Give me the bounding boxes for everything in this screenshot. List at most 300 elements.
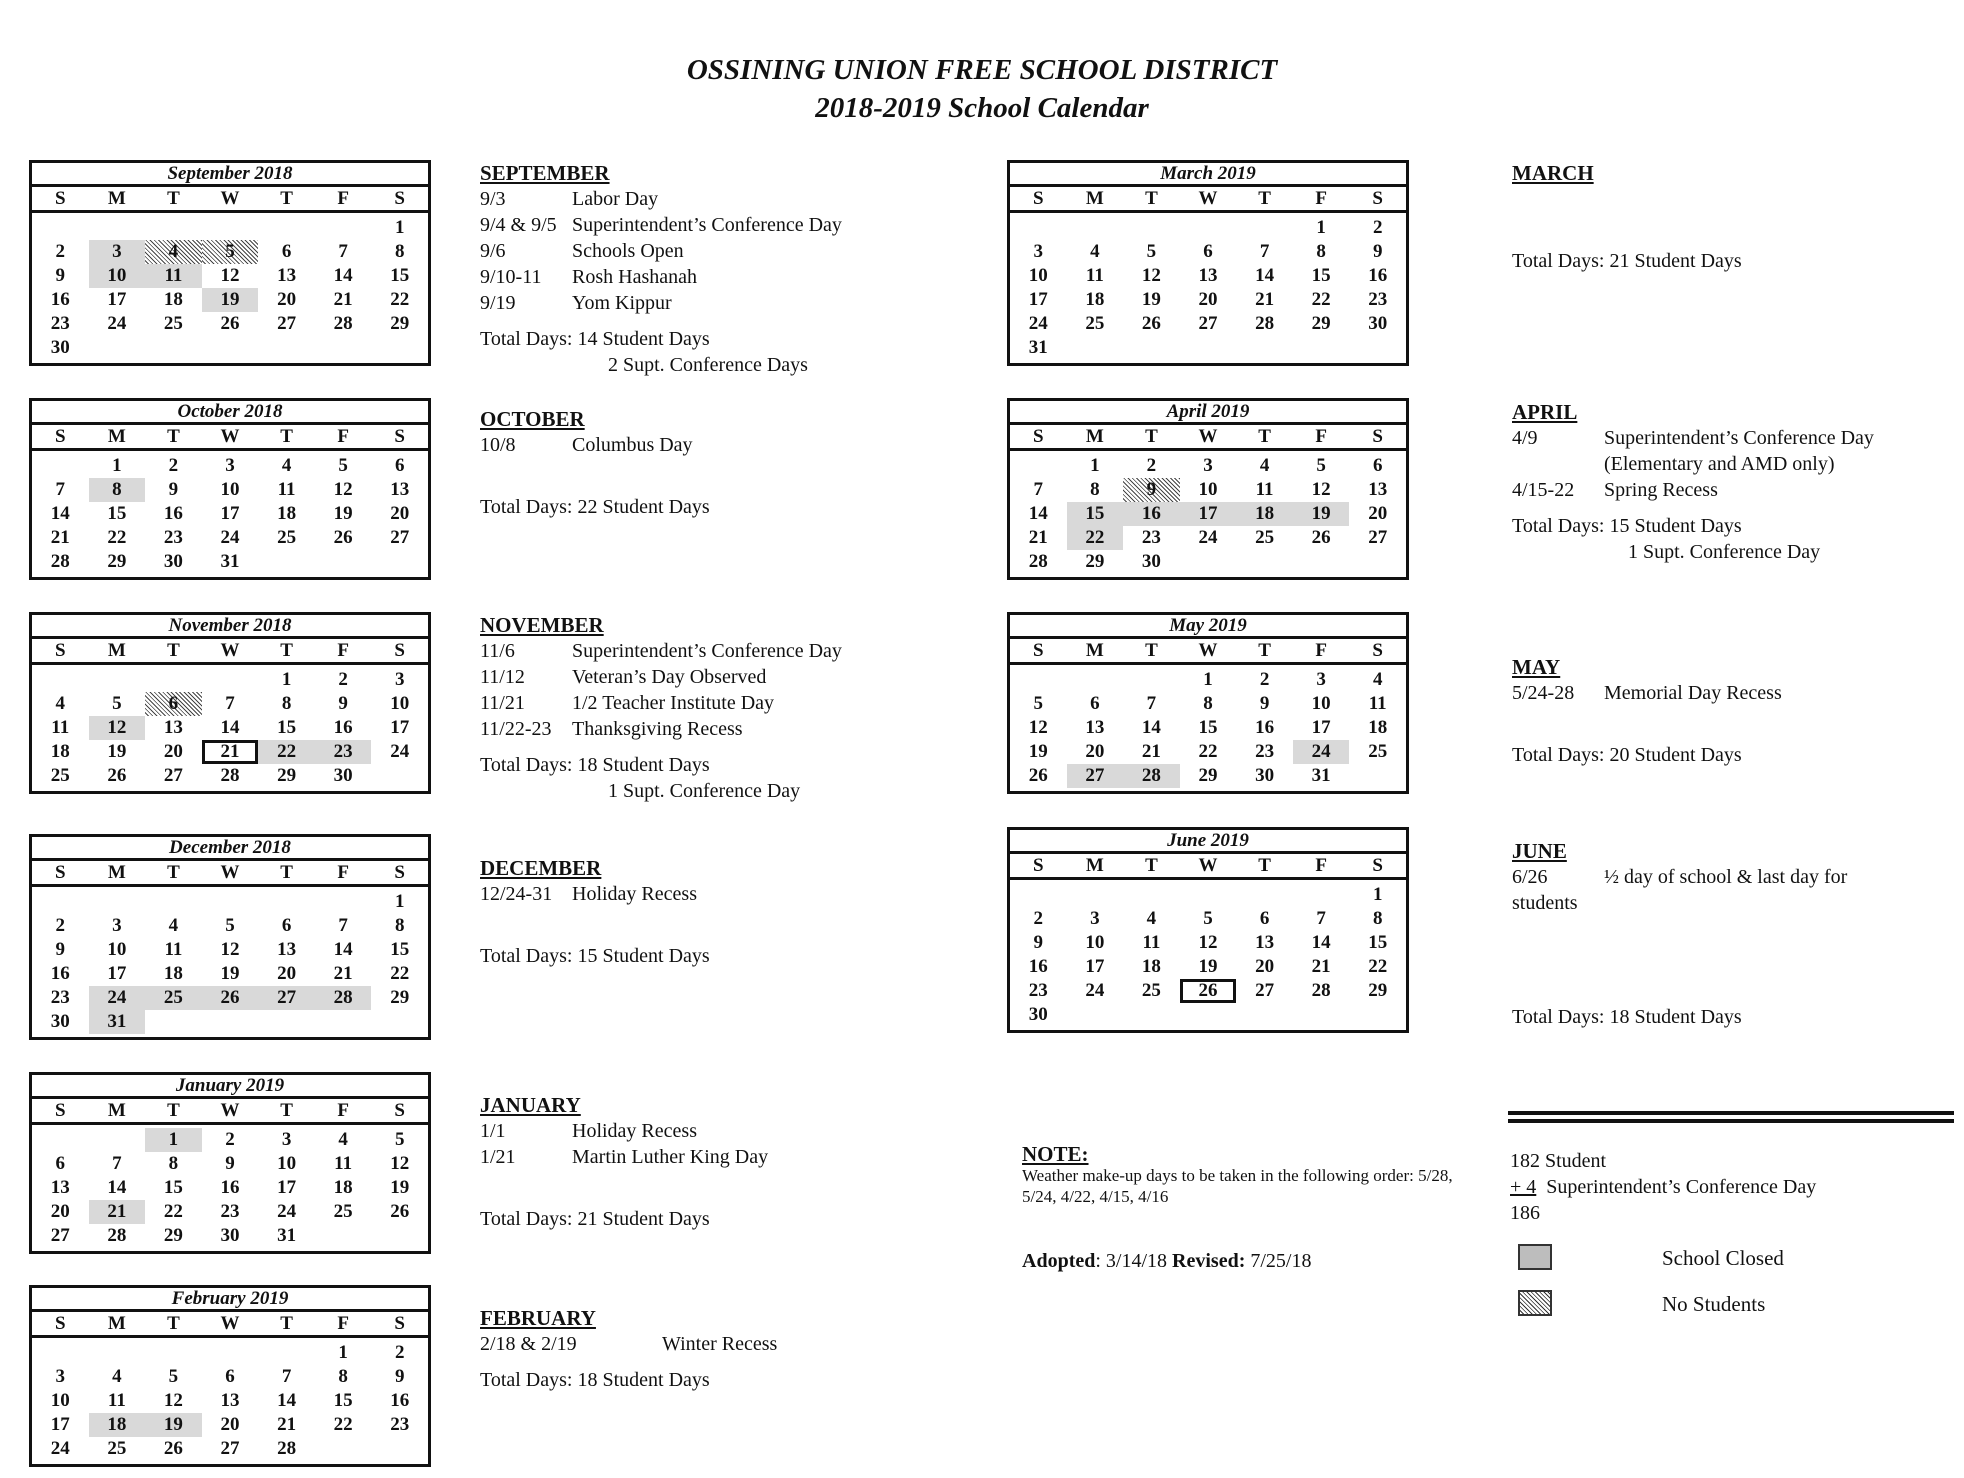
total-days: Total Days: 21 Student Days — [1512, 250, 1742, 272]
calendar-day: 30 — [1141, 551, 1161, 572]
calendar-day: 28 — [220, 765, 240, 786]
calendar-day: 14 — [1255, 265, 1275, 286]
section-june — [1512, 838, 1847, 1030]
calendar-day: 21 — [1255, 289, 1275, 310]
calendar-week — [32, 740, 428, 764]
weekday-header — [1010, 187, 1406, 213]
calendar-day: 23 — [1141, 527, 1161, 548]
section-march — [1512, 160, 1742, 274]
calendar-week — [32, 1200, 428, 1224]
calendar-entry — [480, 238, 842, 264]
weekday-header — [1010, 425, 1406, 451]
calendar-day: 9 — [225, 1153, 235, 1174]
calendar-day: 3 — [55, 1366, 66, 1387]
calendar-empty-cell — [145, 890, 202, 914]
weekday-label: F — [337, 426, 349, 447]
calendar-day: 20 — [50, 1201, 70, 1222]
calendar-empty-cell — [89, 668, 146, 692]
weekday-label: W — [220, 426, 240, 447]
calendar-day: 18 — [1085, 289, 1105, 310]
calendar-day: 26 — [202, 986, 259, 1010]
calendar-day: 11 — [1142, 932, 1161, 953]
calendar-day: 13 — [277, 939, 297, 960]
revised-label: Revised: — [1172, 1250, 1246, 1272]
calendar-day: 17 — [390, 717, 410, 738]
weekday-label: T — [1258, 640, 1271, 661]
calendar-week — [1010, 931, 1406, 955]
calendar-entry — [1512, 890, 1847, 916]
calendar-day: 22 — [333, 1414, 353, 1435]
total-days: Total Days: 15 Student Days — [1512, 515, 1742, 537]
section-heading: APRIL — [1512, 400, 1578, 424]
calendar-day: 24 — [89, 986, 146, 1010]
calendar-day: 13 — [277, 265, 297, 286]
weekday-label: T — [280, 1100, 293, 1121]
calendar-week — [32, 668, 428, 692]
calendar-week — [32, 336, 428, 360]
calendar-day: 7 — [338, 241, 348, 262]
calendar-day: 30 — [163, 551, 183, 572]
calendar-day: 16 — [220, 1177, 240, 1198]
calendar-day: 8 — [394, 915, 405, 936]
calendar-day: 8 — [89, 478, 146, 502]
calendar-day: 17 — [107, 963, 127, 984]
calendar-empty-cell — [145, 1010, 202, 1034]
calendar-day: 9 — [1259, 693, 1270, 714]
calendar-empty-cell — [32, 890, 89, 914]
calendar-day: 27 — [1198, 313, 1218, 334]
calendar-empty-cell — [1236, 1003, 1293, 1027]
calendar-day: 3 — [225, 455, 235, 476]
calendar-day: 30 — [50, 1011, 70, 1032]
calendar-day: 15 — [277, 717, 297, 738]
weekday-label: M — [107, 640, 126, 661]
calendar-day: 15 — [163, 1177, 183, 1198]
entry-label: Martin Luther King Day — [572, 1146, 769, 1168]
calendar-day: 29 — [1368, 980, 1388, 1001]
calendar-empty-cell — [1180, 216, 1237, 240]
calendar-empty-cell — [1010, 216, 1067, 240]
calendar-day: 24 — [1028, 313, 1048, 334]
calendar-day: 18 — [163, 963, 183, 984]
calendar-empty-cell — [315, 890, 372, 914]
section-november — [480, 612, 842, 804]
calendar-day: 20 — [277, 963, 297, 984]
weekday-label: T — [1145, 640, 1158, 661]
calendar-empty-cell — [1067, 336, 1124, 360]
calendar-empty-cell — [371, 550, 428, 574]
calendar-week — [32, 526, 428, 550]
calendar-day: 18 — [1236, 502, 1293, 526]
entry-label: Superintendent’s Conference Day — [1604, 427, 1874, 449]
weekday-label: T — [167, 640, 180, 661]
calendar-day: 28 — [315, 986, 372, 1010]
legend-school-closed: School Closed — [1662, 1246, 1784, 1270]
calendar-day: 22 — [390, 289, 410, 310]
calendar-day: 14 — [333, 265, 353, 286]
calendar-day: 30 — [333, 765, 353, 786]
calendar-day: 14 — [1141, 717, 1161, 738]
calendar-day: 6 — [281, 241, 292, 262]
calendar-entry — [1512, 425, 1874, 451]
entry-label: Superintendent’s Conference Day — [572, 640, 842, 662]
calendar-day: 7 — [225, 693, 235, 714]
note-heading: NOTE: — [1022, 1142, 1089, 1166]
calendar-day: 12 — [1028, 717, 1048, 738]
calendar-day: 5 — [112, 693, 122, 714]
calendar-day: 4 — [281, 455, 292, 476]
calendar-day: 25 — [145, 986, 202, 1010]
calendar-day: 17 — [107, 289, 127, 310]
weekday-label: S — [394, 188, 405, 209]
calendar-empty-cell — [1123, 216, 1180, 240]
calendar-day: 28 — [107, 1225, 127, 1246]
calendar-day: 26 — [333, 527, 353, 548]
entry-label: Columbus Day — [572, 434, 693, 456]
calendar-day: 16 — [1255, 717, 1275, 738]
total-days: Total Days: 22 Student Days — [480, 496, 710, 518]
calendar-day: 23 — [390, 1414, 410, 1435]
calendar-day: 9 — [1033, 932, 1044, 953]
calendar-week — [32, 550, 428, 574]
calendar-empty-cell — [371, 336, 428, 360]
calendar-empty-cell — [1293, 550, 1350, 574]
section-heading: FEBRUARY — [480, 1306, 596, 1330]
weekday-label: F — [337, 862, 349, 883]
calendar-entry — [480, 290, 842, 316]
calendar-day: 19 — [107, 741, 127, 762]
calendar-day: 8 — [281, 693, 292, 714]
calendar-day: 25 — [1085, 313, 1105, 334]
calendar-day: 6 — [1259, 908, 1270, 929]
calendar-day: 21 — [89, 1200, 146, 1224]
calendar-day: 1 — [394, 217, 405, 238]
entry-label: Schools Open — [572, 240, 684, 262]
calendar-day: 14 — [50, 503, 70, 524]
revised-date: 7/25/18 — [1250, 1250, 1312, 1272]
calendar-day: 25 — [1255, 527, 1275, 548]
calendar-week — [32, 216, 428, 240]
weekday-label: T — [167, 188, 180, 209]
weekday-label: S — [54, 426, 66, 447]
calendar-week — [1010, 740, 1406, 764]
calendar-day: 17 — [220, 503, 240, 524]
calendar-day: 4 — [55, 693, 66, 714]
weekday-label: S — [1372, 426, 1383, 447]
calendar-week — [32, 1176, 428, 1200]
calendar-week — [32, 240, 428, 264]
calendar-day: 11 — [277, 479, 296, 500]
calendar-day: 20 — [277, 289, 297, 310]
calendar-day: 24 — [1293, 740, 1350, 764]
calendar-grid — [32, 665, 428, 791]
total-days: Total Days: 18 Student Days — [480, 1369, 710, 1391]
calendar-day: 15 — [333, 1390, 353, 1411]
calendar-day: 17 — [1180, 502, 1237, 526]
weather-note — [1022, 1144, 1462, 1207]
calendar-day: 22 — [1067, 526, 1124, 550]
calendar-day: 9 — [1372, 241, 1383, 262]
weekday-label: S — [1032, 640, 1044, 661]
calendar-day: 2 — [55, 915, 66, 936]
calendar-day: 7 — [1146, 693, 1157, 714]
calendar-empty-cell — [1293, 883, 1350, 907]
calendar-day: 22 — [163, 1201, 183, 1222]
calendar-week — [1010, 692, 1406, 716]
weekday-label: F — [1315, 640, 1327, 661]
calendar-day: 15 — [390, 265, 410, 286]
calendar-week — [1010, 716, 1406, 740]
calendar-day: 26 — [107, 765, 127, 786]
calendar-day: 27 — [277, 313, 297, 334]
calendar-day: 31 — [89, 1010, 146, 1034]
calendar-day: 20 — [220, 1414, 240, 1435]
calendar-day: 23 — [1255, 741, 1275, 762]
weekday-header — [32, 1099, 428, 1125]
calendar-day: 12 — [1141, 265, 1161, 286]
calendar-day: 23 — [50, 313, 70, 334]
weekday-label: T — [280, 188, 293, 209]
calendar-day: 29 — [107, 551, 127, 572]
calendar-day: 29 — [390, 313, 410, 334]
calendar-empty-cell — [32, 454, 89, 478]
calendar-month-title: April 2019 — [1010, 401, 1406, 425]
calendar-day: 25 — [50, 765, 70, 786]
calendar-day: 9 — [1123, 478, 1180, 502]
calendar-day: 1 — [1203, 669, 1213, 690]
school-closed-swatch — [1518, 1244, 1552, 1270]
calendar-day: 6 — [281, 915, 292, 936]
calendar-day: 4 — [112, 1366, 122, 1387]
calendar-empty-cell — [371, 1224, 428, 1248]
calendar-day: 27 — [50, 1225, 70, 1246]
weekday-label: M — [107, 862, 126, 883]
section-heading: OCTOBER — [480, 407, 585, 431]
calendar-empty-cell — [145, 336, 202, 360]
calendar-entry — [480, 432, 710, 458]
weekday-label: W — [220, 1100, 240, 1121]
calendar-day: 13 — [1085, 717, 1105, 738]
district-title: OSSINING UNION FREE SCHOOL DISTRICT — [686, 54, 1278, 86]
weekday-label: M — [107, 1100, 126, 1121]
calendar-empty-cell — [1067, 216, 1124, 240]
calendar-empty-cell — [371, 1010, 428, 1034]
calendar-day: 28 — [1028, 551, 1048, 572]
calendar-week — [32, 502, 428, 526]
weekday-label: M — [107, 1313, 126, 1334]
weekday-label: T — [280, 426, 293, 447]
calendar-day: 1 — [1090, 455, 1100, 476]
section-heading: DECEMBER — [480, 856, 602, 880]
calendar-day: 12 — [163, 1390, 183, 1411]
calendar-day: 16 — [1123, 502, 1180, 526]
calendar-day: 7 — [338, 915, 348, 936]
calendar-day: 8 — [1372, 908, 1383, 929]
calendar-day: 29 — [1085, 551, 1105, 572]
calendar-day: 15 — [1198, 717, 1218, 738]
calendar-week — [32, 1010, 428, 1034]
weekday-label: S — [394, 1100, 405, 1121]
calendar-day: 25 — [107, 1438, 127, 1459]
entry-date: 11/22-23 — [480, 718, 552, 740]
calendar-day: 23 — [163, 527, 183, 548]
entry-date: 11/6 — [480, 640, 515, 662]
calendar-day: 3 — [394, 669, 405, 690]
calendar-week — [1010, 526, 1406, 550]
calendar-day: 1 — [1372, 884, 1383, 905]
calendar-grid — [32, 213, 428, 363]
section-heading: JUNE — [1512, 839, 1567, 863]
calendar-day: 11 — [1368, 693, 1387, 714]
calendar-day: 1 — [1316, 217, 1326, 238]
weekday-label: W — [220, 640, 240, 661]
calendar-day: 31 — [277, 1225, 297, 1246]
day-summary — [1510, 1148, 1816, 1226]
entry-date: 9/3 — [480, 188, 506, 210]
calendar-month-title: March 2019 — [1010, 163, 1406, 187]
calendar-day: 11 — [1085, 265, 1104, 286]
adopted-line — [1022, 1250, 1311, 1273]
calendar-month-title: October 2018 — [32, 401, 428, 425]
calendar-day: 28 — [1255, 313, 1275, 334]
entry-label: Labor Day — [572, 188, 659, 210]
calendar-day: 29 — [163, 1225, 183, 1246]
calendar-week — [32, 914, 428, 938]
weekday-label: M — [1085, 188, 1104, 209]
section-heading: MARCH — [1512, 161, 1594, 185]
weekday-label: S — [54, 1100, 66, 1121]
weekday-label: W — [220, 1313, 240, 1334]
calendar-november — [29, 612, 431, 794]
calendar-empty-cell — [1236, 216, 1293, 240]
calendar-day: 6 — [394, 455, 405, 476]
weekday-label: F — [337, 1313, 349, 1334]
entry-date: 11/21 — [480, 692, 525, 714]
calendar-day: 29 — [390, 987, 410, 1008]
calendar-week — [1010, 240, 1406, 264]
weekday-label: F — [1315, 426, 1327, 447]
entry-label: Yom Kippur — [572, 292, 672, 314]
calendar-day: 7 — [1033, 479, 1044, 500]
calendar-day: 29 — [277, 765, 297, 786]
calendar-day: 19 — [333, 503, 353, 524]
calendar-day: 1 — [281, 669, 292, 690]
calendar-empty-cell — [89, 890, 146, 914]
calendar-day: 28 — [1311, 980, 1331, 1001]
calendar-day: 3 — [1203, 455, 1213, 476]
calendar-day: 24 — [277, 1201, 297, 1222]
calendar-day: 4 — [1259, 455, 1270, 476]
calendar-entry — [480, 1118, 768, 1144]
calendar-day: 22 — [1368, 956, 1388, 977]
calendar-february — [29, 1285, 431, 1467]
weekday-header — [32, 639, 428, 665]
calendar-empty-cell — [32, 216, 89, 240]
weekday-label: M — [1085, 426, 1104, 447]
calendar-day: 21 — [50, 527, 70, 548]
calendar-day: 5 — [225, 915, 235, 936]
calendar-day: 16 — [50, 289, 70, 310]
calendar-empty-cell — [1123, 883, 1180, 907]
calendar-empty-cell — [32, 668, 89, 692]
calendar-day: 26 — [220, 313, 240, 334]
calendar-day: 21 — [333, 963, 353, 984]
calendar-day: 20 — [1085, 741, 1105, 762]
weekday-label: S — [1372, 640, 1383, 661]
calendar-day: 29 — [1198, 765, 1218, 786]
calendar-day: 9 — [55, 939, 66, 960]
calendar-day: 7 — [1316, 908, 1326, 929]
calendar-empty-cell — [202, 1010, 259, 1034]
calendar-day: 29 — [1311, 313, 1331, 334]
calendar-day: 1 — [112, 455, 122, 476]
calendar-day: 8 — [168, 1153, 179, 1174]
calendar-day: 5 — [338, 455, 348, 476]
calendar-week — [1010, 336, 1406, 360]
calendar-entry — [480, 1331, 777, 1357]
section-december — [480, 855, 710, 969]
weekday-label: T — [1258, 855, 1271, 876]
calendar-day: 30 — [220, 1225, 240, 1246]
calendar-day: 24 — [1085, 980, 1105, 1001]
calendar-day: 2 — [1033, 908, 1044, 929]
calendar-grid — [1010, 665, 1406, 791]
weekday-label: T — [280, 640, 293, 661]
calendar-day: 3 — [281, 1129, 292, 1150]
calendar-may — [1007, 612, 1409, 794]
calendar-empty-cell — [1349, 764, 1406, 788]
calendar-day: 28 — [50, 551, 70, 572]
calendar-day: 23 — [50, 987, 70, 1008]
calendar-empty-cell — [89, 1341, 146, 1365]
entry-label: Superintendent’s Conference Day — [572, 214, 842, 236]
calendar-month-title: December 2018 — [32, 837, 428, 861]
entry-date: 9/10-11 — [480, 266, 542, 288]
calendar-empty-cell — [1123, 336, 1180, 360]
calendar-week — [32, 890, 428, 914]
calendar-day: 10 — [277, 1153, 297, 1174]
calendar-day: 20 — [1255, 956, 1275, 977]
calendar-week — [1010, 668, 1406, 692]
calendar-day: 1 — [145, 1128, 202, 1152]
calendar-empty-cell — [258, 216, 315, 240]
calendar-day: 13 — [163, 717, 183, 738]
calendar-day: 14 — [1028, 503, 1048, 524]
calendar-day: 3 — [1033, 241, 1044, 262]
calendar-week — [32, 1152, 428, 1176]
calendar-week — [1010, 550, 1406, 574]
calendar-day: 6 — [1090, 693, 1100, 714]
calendar-day: 25 — [163, 313, 183, 334]
calendar-day: 17 — [50, 1414, 70, 1435]
calendar-day: 18 — [1141, 956, 1161, 977]
calendar-day: 16 — [1028, 956, 1048, 977]
calendar-day: 19 — [145, 1413, 202, 1437]
calendar-month-title: September 2018 — [32, 163, 428, 187]
calendar-day: 13 — [1255, 932, 1275, 953]
calendar-day: 12 — [390, 1153, 410, 1174]
weekday-label: W — [1198, 640, 1218, 661]
calendar-day: 10 — [390, 693, 410, 714]
calendar-day: 19 — [1141, 289, 1161, 310]
weekday-header — [1010, 639, 1406, 665]
calendar-day: 12 — [1311, 479, 1331, 500]
calendar-week — [1010, 288, 1406, 312]
calendar-day: 14 — [333, 939, 353, 960]
calendar-day: 10 — [107, 939, 127, 960]
calendar-empty-cell — [315, 336, 372, 360]
calendar-day: 21 — [277, 1414, 297, 1435]
